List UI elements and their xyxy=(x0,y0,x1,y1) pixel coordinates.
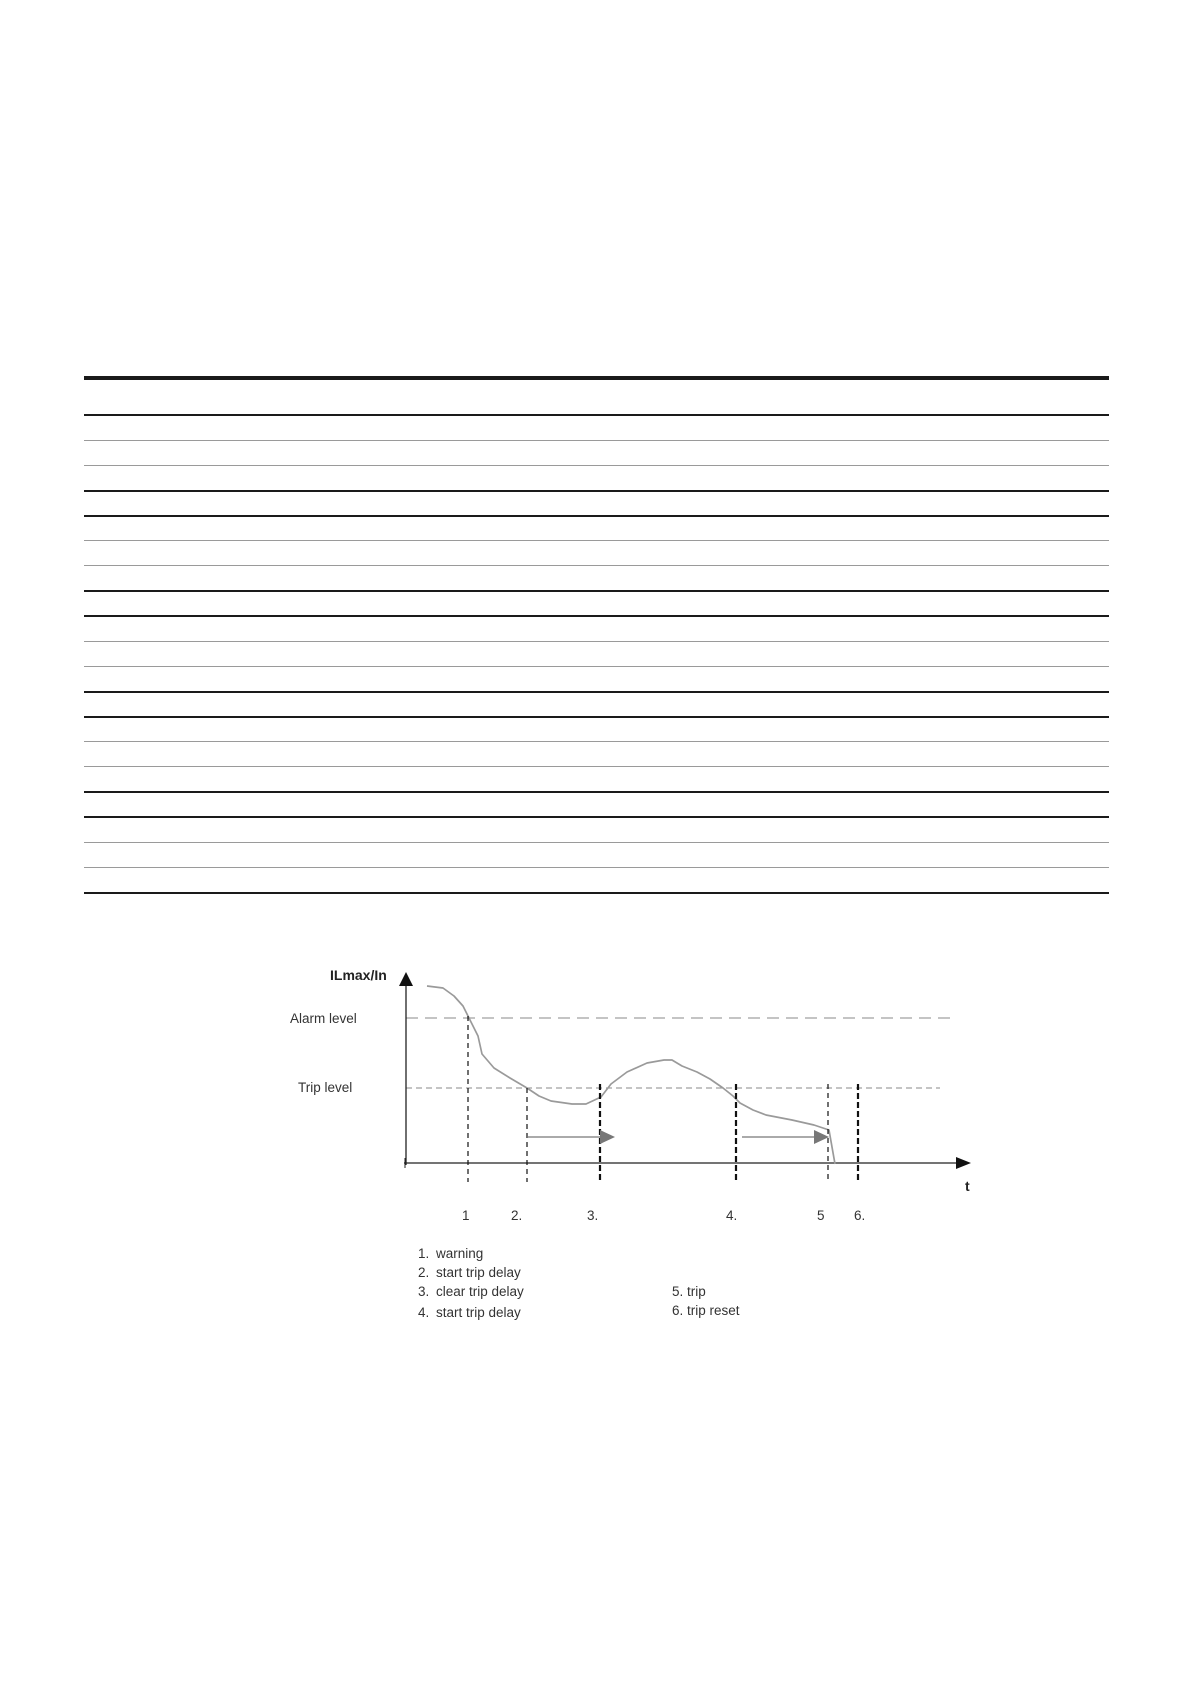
trip-timing-diagram xyxy=(270,950,990,1340)
table-group-rule xyxy=(84,590,1109,592)
marker-label-4: 4. xyxy=(726,1208,738,1223)
y-axis-label: ILmax/In xyxy=(330,967,387,983)
table-top-rule xyxy=(84,376,1109,380)
table-group-rule xyxy=(84,490,1109,492)
legend-item: 5. trip xyxy=(672,1284,706,1299)
table-row-rule xyxy=(84,766,1109,767)
legend-number: 2. xyxy=(418,1265,430,1280)
table-group-rule xyxy=(84,615,1109,617)
table-row-rule xyxy=(84,741,1109,742)
table-row-rule xyxy=(84,565,1109,566)
legend-item xyxy=(418,1282,524,1301)
marker-label-5: 5 xyxy=(817,1208,825,1223)
alarm-level-label: Alarm level xyxy=(290,1011,357,1026)
table-group-rule xyxy=(84,691,1109,693)
y-axis-arrowhead xyxy=(399,972,413,986)
marker-label-3: 3. xyxy=(587,1208,599,1223)
table-row-rule xyxy=(84,641,1109,642)
event-legend-left xyxy=(418,1244,524,1322)
legend-text: start trip delay xyxy=(436,1305,521,1320)
table-group-rule xyxy=(84,816,1109,818)
legend-number: 3. xyxy=(418,1284,430,1299)
table-group-rule xyxy=(84,515,1109,517)
marker-label-6: 6. xyxy=(854,1208,866,1223)
legend-item xyxy=(418,1303,524,1322)
x-axis-arrowhead xyxy=(956,1157,971,1169)
legend-text: clear trip delay xyxy=(436,1284,524,1299)
table-header-rule xyxy=(84,414,1109,416)
legend-number: 1. xyxy=(418,1246,430,1261)
table-row-rule xyxy=(84,842,1109,843)
legend-item xyxy=(418,1244,524,1263)
legend-text: start trip delay xyxy=(436,1265,521,1280)
marker-label-2: 2. xyxy=(511,1208,523,1223)
legend-text: warning xyxy=(436,1246,484,1261)
marker-label-1: 1 xyxy=(462,1208,470,1223)
table-group-rule xyxy=(84,791,1109,793)
diagram-graphic xyxy=(270,950,990,1340)
trip-delay-arrowhead-2 xyxy=(814,1130,829,1144)
trip-delay-arrowhead-1 xyxy=(600,1130,615,1144)
trip-level-label: Trip level xyxy=(298,1080,353,1095)
table-bottom-rule xyxy=(84,892,1109,894)
legend-item xyxy=(418,1263,524,1282)
table-row-rule xyxy=(84,440,1109,441)
legend-item: 6. trip reset xyxy=(672,1303,740,1318)
table-row-rule xyxy=(84,867,1109,868)
table-row-rule xyxy=(84,465,1109,466)
table-row-rule xyxy=(84,666,1109,667)
table-group-rule xyxy=(84,716,1109,718)
legend-number: 4. xyxy=(418,1305,430,1320)
x-axis-label: t xyxy=(965,1178,970,1194)
event-legend-right xyxy=(672,1282,740,1320)
table-row-rule xyxy=(84,540,1109,541)
